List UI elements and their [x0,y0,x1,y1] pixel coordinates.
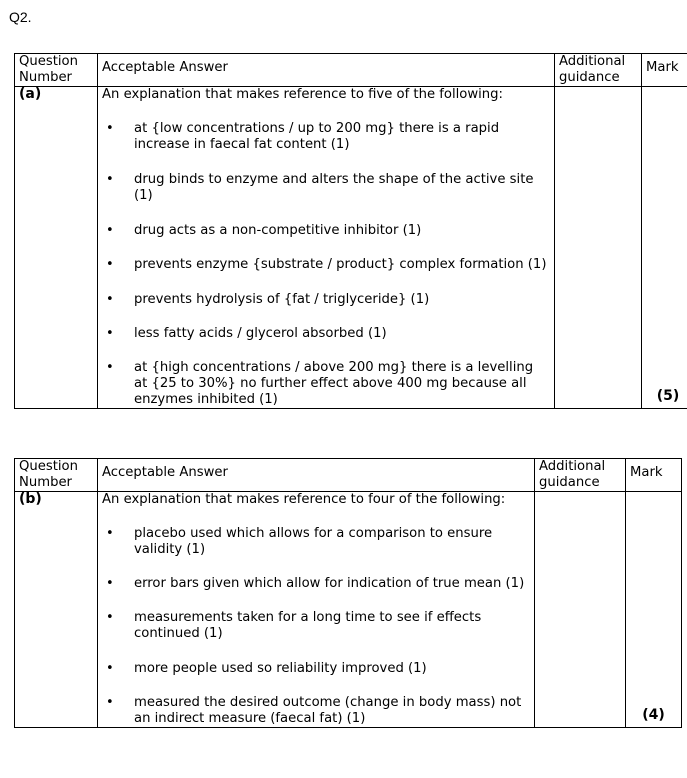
additional-guidance-cell [535,492,626,728]
acceptable-answer-cell [98,492,535,728]
mark-value: (4) [642,707,665,723]
header-additional-guidance: Additional guidance [535,459,626,492]
answer-point: • prevents hydrolysis of {fat / triglyceride} (1) [102,292,550,308]
answer-point: • at {low concentrations / up to 200 mg} there is a rapid increase in faecal fat content (1) [102,121,550,153]
header-acceptable-answer: Acceptable Answer [98,459,535,492]
answer-intro: An explanation that makes reference to four of the following: [102,492,506,507]
answer-point: • more people used so reliability improved (1) [102,661,530,677]
answer-point: • measurements taken for a long time to see if effects continued (1) [102,610,530,642]
header-question-number: Question Number [15,459,98,492]
answer-point: • error bars given which allow for indication of true mean (1) [102,576,530,592]
header-row [15,54,687,87]
answer-point: • measured the desired outcome (change in body mass) not an indirect measure (faecal fat) (1) [102,695,530,727]
mark-cell [642,87,687,409]
header-question-number: Question Number [15,54,98,87]
header-mark: Mark [642,54,687,87]
answer-points [102,526,530,727]
mark-scheme-table-a [14,53,687,409]
answer-point: • placebo used which allows for a comparison to ensure validity (1) [102,526,530,558]
part-label: (b) [15,492,98,728]
answer-point: • drug binds to enzyme and alters the shape of the active site (1) [102,172,550,204]
answer-row [15,492,682,728]
question-title: Q2. [9,9,32,25]
answer-row [15,87,687,409]
header-additional-guidance: Additional guidance [555,54,642,87]
answer-intro: An explanation that makes reference to five of the following: [102,87,503,102]
mark-scheme-table-b [14,458,682,728]
header-row [15,459,682,492]
header-acceptable-answer: Acceptable Answer [98,54,555,87]
part-label: (a) [15,87,98,409]
mark-cell [626,492,682,728]
answer-points [102,121,550,408]
additional-guidance-cell [555,87,642,409]
answer-point: • less fatty acids / glycerol absorbed (1) [102,326,550,342]
acceptable-answer-cell [98,87,555,409]
mark-value: (5) [656,388,680,404]
answer-point: • drug acts as a non-competitive inhibitor (1) [102,223,550,239]
answer-point: • prevents enzyme {substrate / product} complex formation (1) [102,257,550,273]
answer-point: • at {high concentrations / above 200 mg} there is a levelling at {25 to 30%} no further effect above 400 mg because all enzymes inhibited (1) [102,360,550,408]
header-mark: Mark [626,459,682,492]
